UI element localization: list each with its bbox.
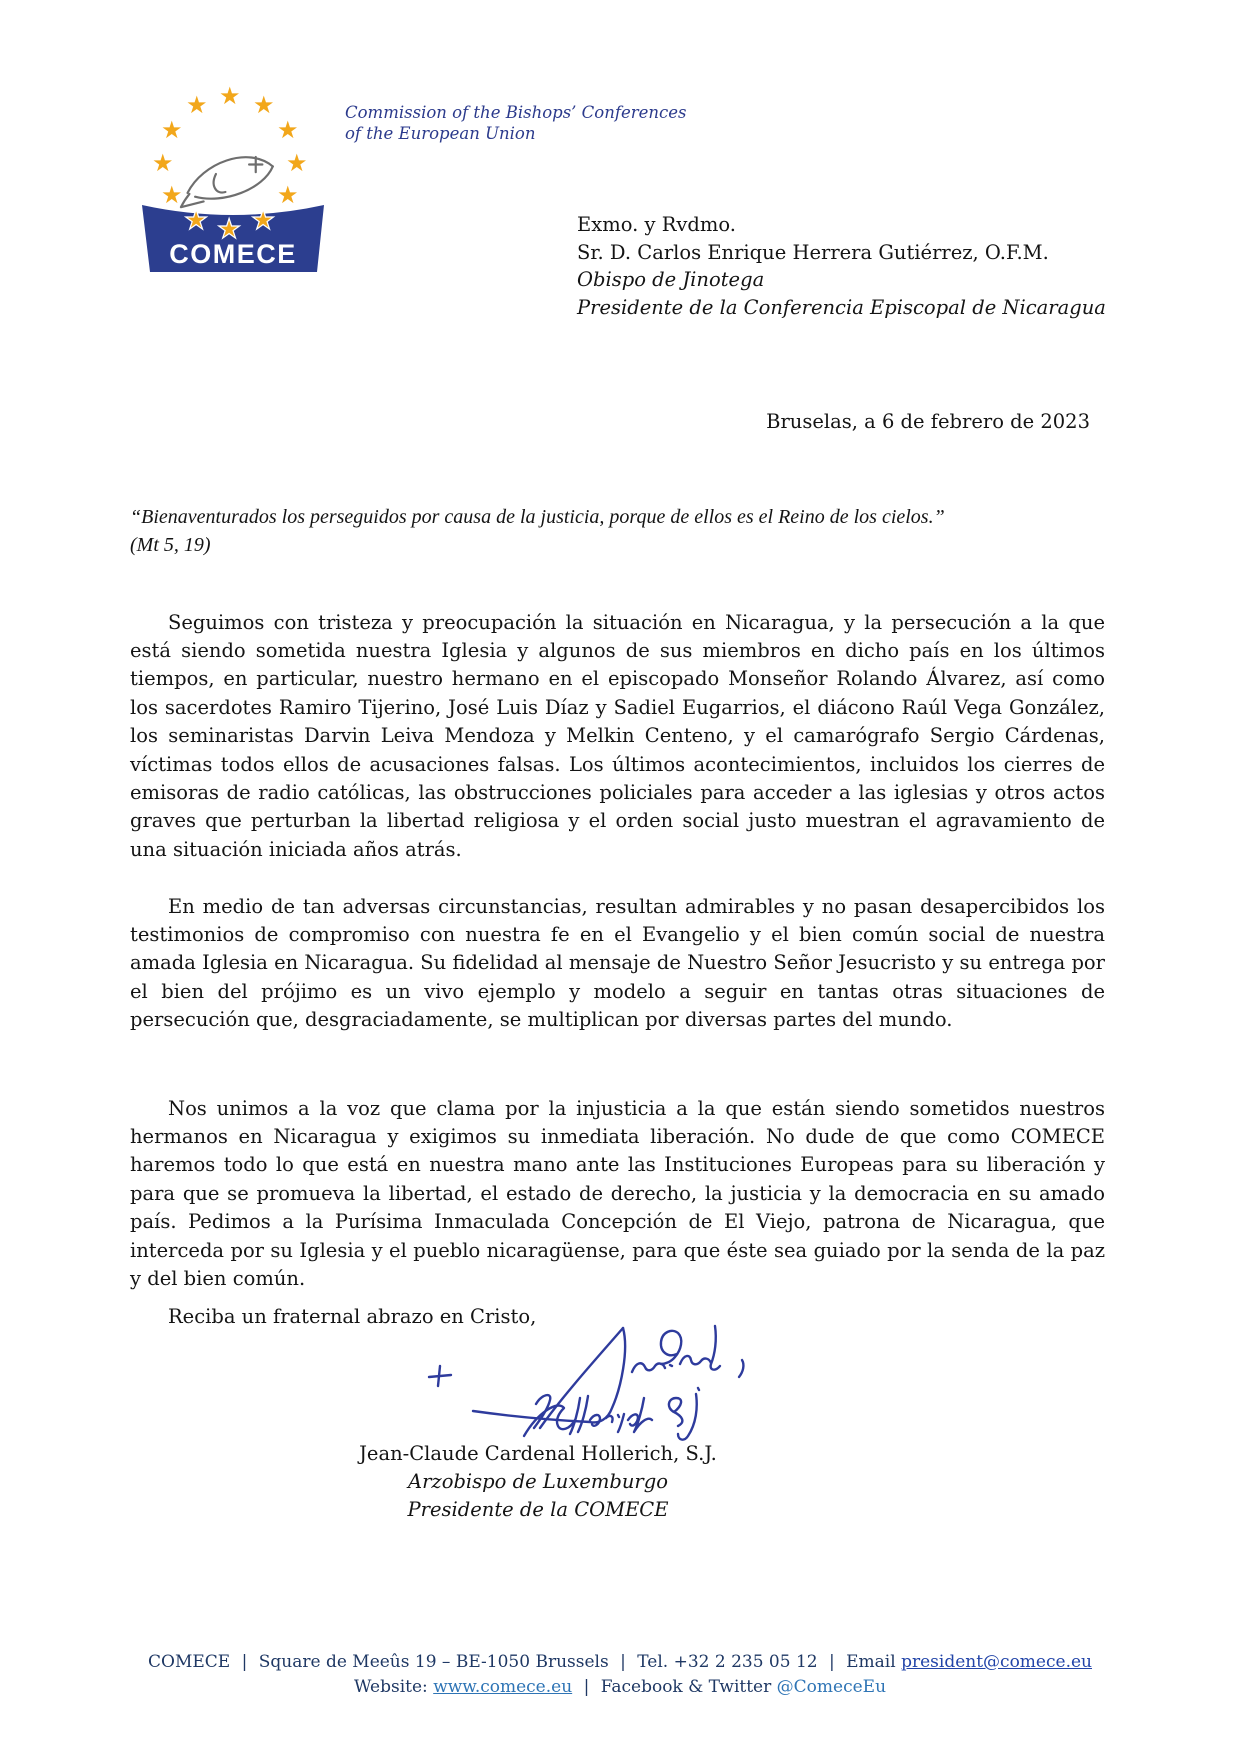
closing-salutation: Reciba un fraternal abrazo en Cristo, [168,1305,537,1328]
signature-block [130,1440,946,1524]
email-link[interactable]: president@comece.eu [901,1652,1092,1672]
eu-star-icon: ★ [251,205,276,236]
body-paragraph: Seguimos con tristeza y preocupación la situación en Nicaragua, y la persecución a la que está siendo sometida nuestra Iglesia y algunos de sus miembros en dicho país en los últimos tiempos, en particular, nuestro hermano en el episcopado Monseñor Rolando Álvarez, así como los sacerdotes Ramiro Tijerino, José Luis Díaz y Sadiel Eugarrios, el diácono Raúl Vega González, los seminaristas Darvin Leiva Mendoza y Melkin Centeno, y el camarógrafo Sergio Cárdenas, víctimas todos ellos de acusaciones falsas. Los últimos acontecimientos, incluidos los cierres de emisoras de radio católicas, las obstrucciones policiales para acceder a las iglesias y otros actos graves que perturban la libertad religiosa y el orden social justo muestran el agravamiento de una situación iniciada años atrás. [130,610,1105,861]
footer-org: COMECE [148,1652,231,1672]
logo-banner-text: COMECE [169,239,297,269]
footer-social-label: Facebook & Twitter [600,1676,772,1697]
recipient-title-1: Obispo de Jinotega [577,268,765,291]
page-footer [0,1650,1240,1699]
eu-star-icon: ★ [277,181,299,209]
footer-line-2 [0,1675,1240,1700]
footer-email-label: Email [846,1652,896,1672]
eu-star-icon: ★ [277,116,299,144]
recipient-title-2: Presidente de la Conferencia Episcopal de Nicaragua [577,295,1106,319]
eu-star-icon: ★ [286,149,308,177]
footer-line-1 [0,1650,1240,1675]
eu-star-icon: ★ [217,214,242,245]
footer-separator: | [829,1652,835,1672]
footer-phone: Tel. +32 2 235 05 12 [637,1652,818,1672]
eu-star-icon: ★ [219,82,241,110]
signer-title-1: Arzobispo de Luxemburgo [408,1470,668,1493]
eu-star-icon: ★ [152,149,174,177]
footer-separator: | [620,1652,626,1672]
scripture-quote [130,503,1105,560]
eu-star-icon: ★ [186,91,208,119]
recipient-address [577,211,1106,321]
eu-star-icon: ★ [253,91,275,119]
eu-star-icon: ★ [161,116,183,144]
signature-handwriting [412,1312,782,1452]
recipient-name: Sr. D. Carlos Enrique Herrera Gutiérrez, O.F.M. [577,240,1049,264]
social-handle-link[interactable]: @ComeceEu [776,1676,887,1697]
org-name-line1: Commission of the Bishops’ Conferences [345,103,687,122]
dateline: Bruselas, a 6 de febrero de 2023 [766,410,1090,433]
org-name-line2: of the European Union [345,124,536,143]
footer-separator: | [583,1676,590,1697]
website-link[interactable]: www.comece.eu [433,1676,573,1697]
footer-separator: | [241,1652,248,1672]
org-name [345,102,686,144]
body-paragraph: Nos unimos a la voz que clama por la injusticia a la que están siendo sometidos nuestros hermanos en Nicaragua y exigimos su inmediata liberación. No dude de que como COMECE haremos todo lo que está en nuestra mano ante las Instituciones Europeas para su liberación y para que se promueva la libertad, el estado de derecho, la justicia y la democracia en su amado país. Pedimos a la Purísima Inmaculada Concepción de El Viejo, patrona de Nicaragua, que interceda por su Iglesia y el pueblo nicaragüense, para que éste sea guiado por la senda de la paz y del bien común. [130,1096,1105,1290]
signer-name: Jean-Claude Cardenal Hollerich, S.J. [359,1442,717,1465]
body-paragraph: En medio de tan adversas circunstancias, resultan admirables y no pasan desapercibidos los testimonios de compromiso con nuestra fe en el Evangelio y el bien común social de nuestra amada Iglesia en Nicaragua. Su fidelidad al mensaje de Nuestro Señor Jesucristo y su entrega por el bien del prójimo es un vivo ejemplo y modelo a seguir en tantas otras situaciones de persecución que, desgraciadamente, se multiplican por diversas partes del mundo. [130,894,1105,1032]
quote-reference: (Mt 5, 19) [130,534,211,557]
footer-website-label: Website: [353,1676,428,1697]
signer-title-2: Presidente de la COMECE [407,1498,669,1521]
fish-cross-icon [175,138,291,210]
eu-star-icon: ★ [161,181,183,209]
comece-logo [141,82,325,273]
footer-address: Square de Meeûs 19 – BE-1050 Brussels [258,1652,609,1672]
recipient-salutation: Exmo. y Rvdmo. [577,213,736,236]
quote-text: “Bienaventurados los perseguidos por causa de la justicia, porque de ellos es el Reino de los cielos.” [130,506,945,528]
eu-star-icon: ★ [184,205,209,236]
